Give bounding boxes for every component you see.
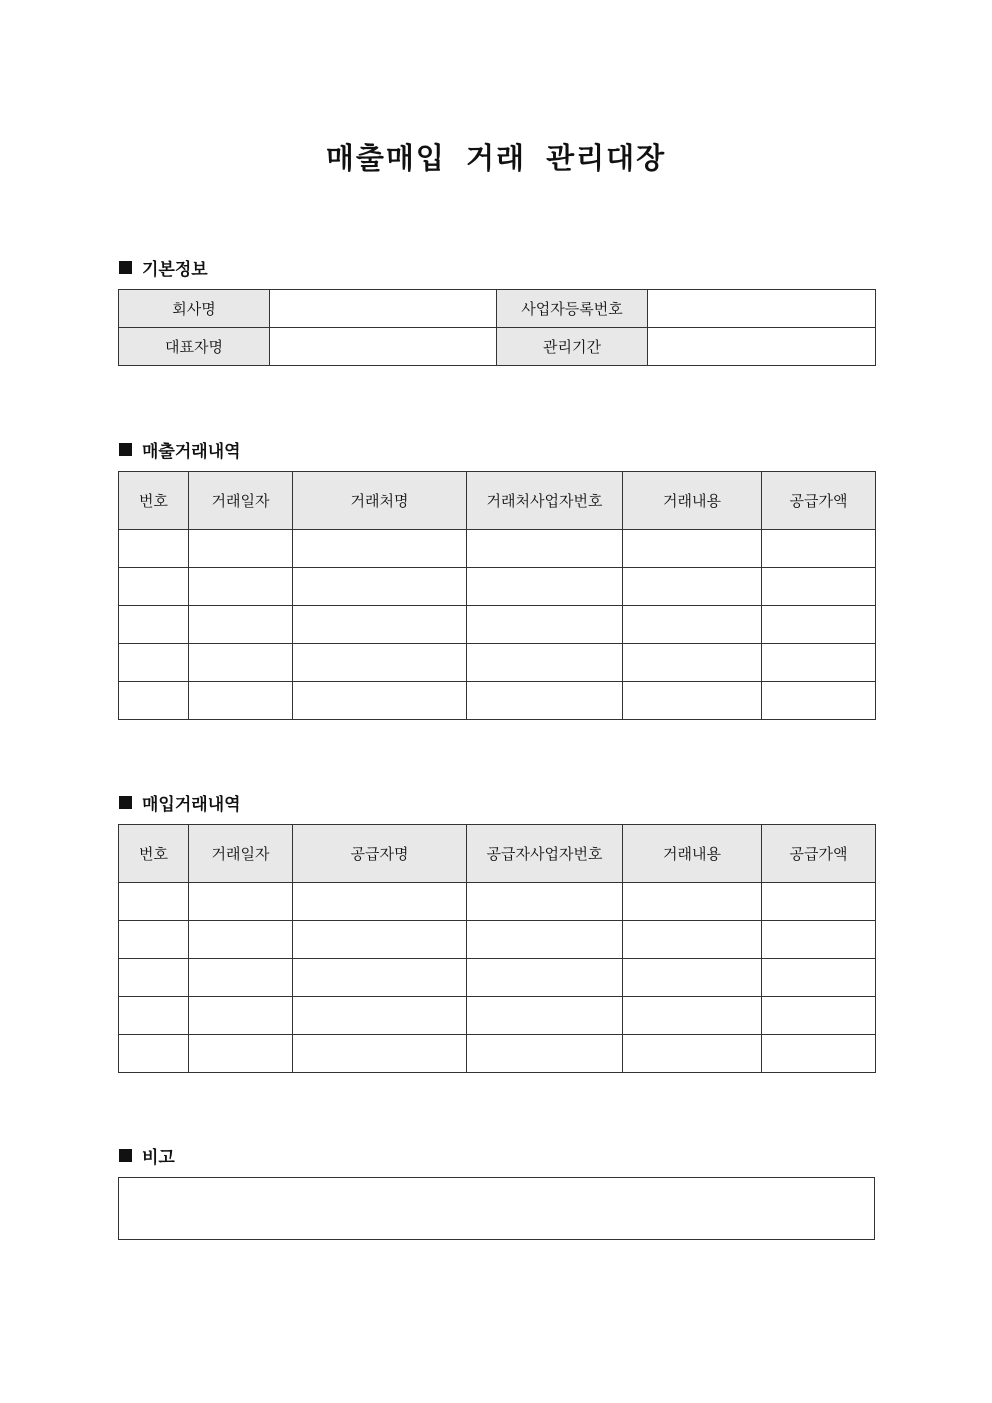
table-cell[interactable] (467, 530, 623, 568)
table-cell[interactable] (119, 1035, 189, 1073)
column-header: 공급자명 (293, 825, 467, 883)
table-cell[interactable] (623, 682, 762, 720)
section-heading-sales-label: 매출거래내역 (142, 442, 241, 462)
purchase-table (118, 824, 876, 1073)
table-row (119, 328, 876, 366)
table-cell[interactable] (189, 568, 293, 606)
table-row (119, 959, 876, 997)
table-row (119, 921, 876, 959)
table-cell[interactable] (189, 530, 293, 568)
section-heading-remarks-label: 비고 (142, 1148, 175, 1168)
table-cell[interactable] (467, 644, 623, 682)
section-heading-sales (119, 437, 241, 462)
table-cell[interactable] (189, 883, 293, 921)
square-bullet-icon (119, 1149, 132, 1162)
table-header-row (119, 825, 876, 883)
table-cell[interactable] (293, 883, 467, 921)
table-cell[interactable] (623, 959, 762, 997)
field-company-name[interactable] (270, 290, 497, 328)
table-cell[interactable] (467, 883, 623, 921)
page-title: 매출매입 거래 관리대장 (325, 141, 667, 175)
field-business-reg-number[interactable] (648, 290, 876, 328)
table-cell[interactable] (293, 921, 467, 959)
column-header: 거래일자 (189, 472, 293, 530)
remarks-field[interactable] (119, 1178, 875, 1240)
sales-table (118, 471, 876, 720)
table-cell[interactable] (467, 1035, 623, 1073)
remarks-box (118, 1177, 875, 1240)
table-cell[interactable] (762, 1035, 876, 1073)
table-cell[interactable] (762, 606, 876, 644)
table-cell[interactable] (762, 997, 876, 1035)
table-cell[interactable] (189, 959, 293, 997)
column-header: 거래일자 (189, 825, 293, 883)
table-row (119, 1035, 876, 1073)
column-header: 거래내용 (623, 472, 762, 530)
square-bullet-icon (119, 443, 132, 456)
table-cell[interactable] (119, 606, 189, 644)
table-cell[interactable] (189, 606, 293, 644)
table-cell[interactable] (762, 568, 876, 606)
square-bullet-icon (119, 261, 132, 274)
table-cell[interactable] (293, 997, 467, 1035)
table-cell[interactable] (623, 883, 762, 921)
table-cell[interactable] (623, 921, 762, 959)
table-cell[interactable] (119, 682, 189, 720)
table-cell[interactable] (762, 682, 876, 720)
table-cell[interactable] (762, 644, 876, 682)
column-header: 번호 (119, 825, 189, 883)
label-management-period: 관리기간 (497, 328, 648, 366)
column-header: 거래처사업자번호 (467, 472, 623, 530)
table-cell[interactable] (119, 997, 189, 1035)
table-cell[interactable] (119, 959, 189, 997)
table-header-row (119, 472, 876, 530)
column-header: 번호 (119, 472, 189, 530)
column-header: 거래내용 (623, 825, 762, 883)
table-row (119, 682, 876, 720)
table-cell[interactable] (467, 568, 623, 606)
table-cell[interactable] (189, 921, 293, 959)
label-business-reg-number: 사업자등록번호 (497, 290, 648, 328)
table-cell[interactable] (293, 530, 467, 568)
section-heading-purchase-label: 매입거래내역 (142, 795, 241, 815)
table-cell[interactable] (119, 568, 189, 606)
table-cell[interactable] (189, 682, 293, 720)
table-row (119, 290, 876, 328)
table-cell[interactable] (119, 883, 189, 921)
square-bullet-icon (119, 796, 132, 809)
table-cell[interactable] (189, 1035, 293, 1073)
table-row (119, 530, 876, 568)
table-cell[interactable] (623, 568, 762, 606)
field-representative[interactable] (270, 328, 497, 366)
table-cell[interactable] (467, 959, 623, 997)
table-cell[interactable] (623, 997, 762, 1035)
section-heading-remarks (119, 1143, 175, 1168)
column-header: 공급가액 (762, 472, 876, 530)
column-header: 거래처명 (293, 472, 467, 530)
table-cell[interactable] (623, 1035, 762, 1073)
table-cell[interactable] (467, 997, 623, 1035)
table-cell[interactable] (762, 530, 876, 568)
label-company-name: 회사명 (119, 290, 270, 328)
basic-info-table (118, 289, 876, 366)
section-heading-basic-label: 기본정보 (142, 260, 208, 280)
column-header: 공급자사업자번호 (467, 825, 623, 883)
table-cell[interactable] (293, 644, 467, 682)
table-cell[interactable] (293, 1035, 467, 1073)
table-cell[interactable] (762, 921, 876, 959)
table-cell[interactable] (293, 606, 467, 644)
table-cell[interactable] (119, 921, 189, 959)
table-cell[interactable] (189, 997, 293, 1035)
table-row (119, 568, 876, 606)
table-row (119, 606, 876, 644)
label-representative: 대표자명 (119, 328, 270, 366)
table-row (119, 644, 876, 682)
table-cell[interactable] (119, 530, 189, 568)
table-cell[interactable] (467, 682, 623, 720)
section-heading-basic (119, 255, 208, 280)
table-cell[interactable] (623, 606, 762, 644)
table-cell[interactable] (623, 644, 762, 682)
field-management-period[interactable] (648, 328, 876, 366)
table-row (119, 1178, 875, 1240)
table-cell[interactable] (293, 568, 467, 606)
table-row (119, 997, 876, 1035)
table-cell[interactable] (119, 644, 189, 682)
table-cell[interactable] (467, 921, 623, 959)
table-row (119, 883, 876, 921)
table-cell[interactable] (762, 883, 876, 921)
table-cell[interactable] (293, 682, 467, 720)
table-cell[interactable] (467, 606, 623, 644)
section-heading-purchase (119, 790, 241, 815)
column-header: 공급가액 (762, 825, 876, 883)
table-cell[interactable] (189, 644, 293, 682)
table-cell[interactable] (762, 959, 876, 997)
table-cell[interactable] (293, 959, 467, 997)
table-cell[interactable] (623, 530, 762, 568)
